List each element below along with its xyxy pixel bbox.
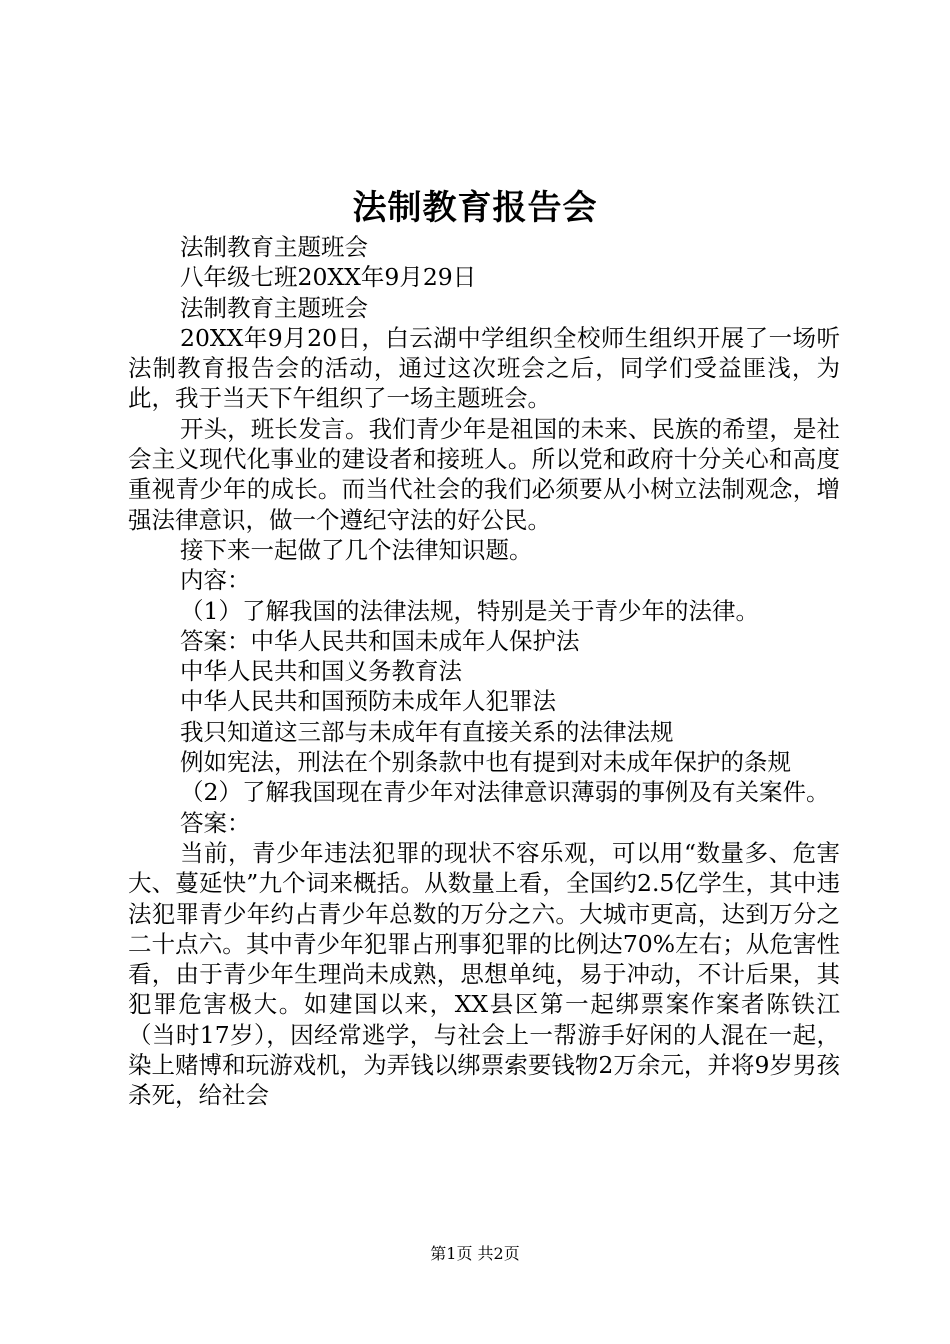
page-footer: 第1页 共2页 <box>430 1244 520 1263</box>
paragraph: 例如宪法，刑法在个别条款中也有提到对未成年保护的条规 <box>180 748 791 777</box>
document-body <box>128 232 840 1111</box>
paragraph: 当前，青少年违法犯罪的现状不容乐观，可以用“数量多、危害大、蔓延快”九个词来概括。从数量上看，全国约2.5亿学生，其中违法犯罪青少年约占青少年总数的万分之六。大城市更高，达到万分之二十点六。其中青少年犯罪占刑事犯罪的比例达70%左右；从危害性看，由于青少年生理尚未成熟，思想单纯，易于冲动，不计后果，其犯罪危害极大。如建国以来，XX县区第一起绑票案作案者陈铁江（当时17岁），因经常逃学，与社会上一帮游手好闲的人混在一起，染上赌博和玩游戏机，为弄钱以绑票索要钱物2万余元，并将9岁男孩杀死，给社会 <box>128 838 840 1110</box>
paragraph: （1）了解我国的法律法规，特别是关于青少年的法律。 <box>180 596 759 625</box>
paragraph: 20XX年9月20日，白云湖中学组织全校师生组织开展了一场听法制教育报告会的活动，通过这次班会之后，同学们受益匪浅，为此，我于当天下午组织了一场主题班会。 <box>128 323 840 413</box>
document-title: 法制教育报告会 <box>352 188 598 228</box>
paragraph: 内容： <box>180 566 251 595</box>
paragraph: 中华人民共和国义务教育法 <box>180 657 462 686</box>
paragraph: 答案：中华人民共和国未成年人保护法 <box>180 626 580 655</box>
paragraph: 我只知道这三部与未成年有直接关系的法律法规 <box>180 717 674 746</box>
paragraph: 答案： <box>180 808 251 837</box>
paragraph: 八年级七班20XX年9月29日 <box>180 263 477 292</box>
paragraph: （2）了解我国现在青少年对法律意识薄弱的事例及有关案件。 <box>180 778 830 807</box>
paragraph: 法制教育主题班会 <box>180 233 368 261</box>
paragraph: 法制教育主题班会 <box>180 293 368 322</box>
paragraph: 接下来一起做了几个法律知识题。 <box>180 535 533 564</box>
paragraph: 中华人民共和国预防未成年人犯罪法 <box>180 687 556 716</box>
paragraph: 开头，班长发言。我们青少年是祖国的未来、民族的希望，是社会主义现代化事业的建设者和接班人。所以党和政府十分关心和高度重视青少年的成长。而当代社会的我们必须要从小树立法制观念，增强法律意识，做一个遵纪守法的好公民。 <box>128 414 840 534</box>
